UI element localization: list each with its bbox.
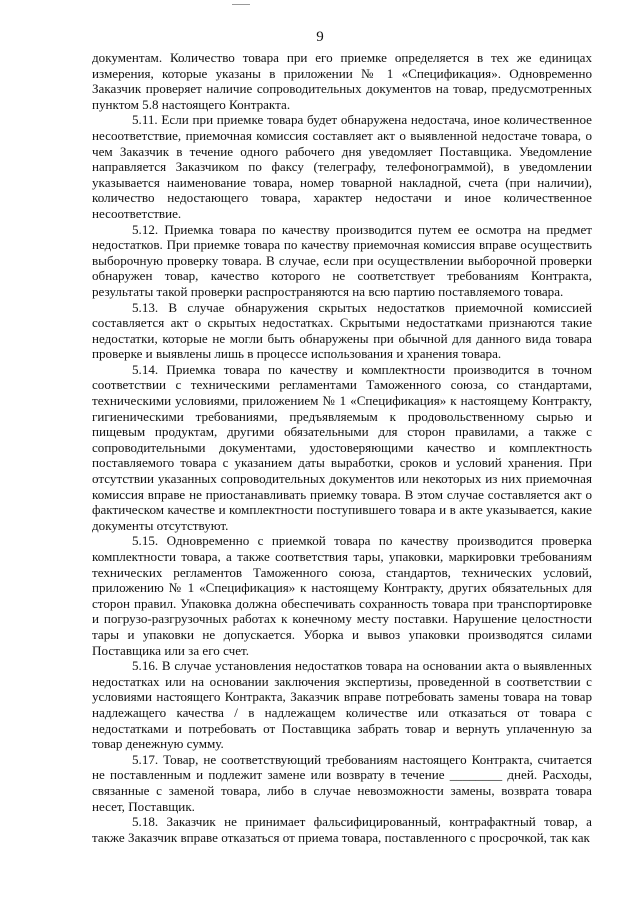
paragraph-5-14: 5.14. Приемка товара по качеству и комплектности производится в точном соответствии с техническими регламентами Таможенного союза, со стандартами, техническими условиями, приложением № 1 «Спецификация» к настоящему Контракту, гигиеническими требованиями, предъявляемым к продовольственному сырью и пищевым продуктам, другими обязательными для сторон правилами, а также с сопроводительными документами, удостоверяющими качество и комплектность поставляемого товара с указанием даты выработки, сроков и условий хранения. При отсутствии указанных сопроводительных документов или некоторых из них приемочная комиссия вправе не приостанавливать приемку товара. В этом случае составляется акт о фактическом качестве и комплектности поступившего товара и в акте указывается, какие документы отсутствуют. [92, 361, 592, 533]
scan-edge-mark [232, 0, 250, 5]
paragraph-5-16: 5.16. В случае установления недостатков товара на основании акта о выявленных недостатках или на основании заключения экспертизы, проведенной в соответствии с условиями настоящего Контракта, Заказчик вправе потребовать замены товара на товар надлежащего качества / в надлежащем количестве или отказаться от товара с недостатками и потребовать от Поставщика забрать товар и вернуть уплаченную за товар денежную сумму. [92, 658, 592, 752]
paragraph-5-13: 5.13. В случае обнаружения скрытых недостатков приемочной комиссией составляется акт о скрытых недостатках. Скрытыми недостатками признаются такие недостатки, которые не могли быть обнаружены при обычной для данного вида товара проверке и выявлены лишь в процессе использования и хранения товара. [92, 299, 592, 362]
paragraph-continuation: документам. Количество товара при его приемке определяется в тех же единицах измерения, которые указаны в приложении № 1 «Спецификация». Одновременно Заказчик проверяет наличие сопроводительных документов на товар, предусмотренных пунктом 5.8 настоящего Контракта. [92, 50, 592, 112]
paragraph-5-12: 5.12. Приемка товара по качеству производится путем ее осмотра на предмет недостатков. При приемке товара по качеству приемочная комиссия вправе осуществить выборочную проверку товара. В случае, если при осуществлении выборочной проверки обнаружен товар, качество которого не соответствует требованиям Контракта, результаты такой проверки распространяются на всю партию поставляемого товара. [92, 221, 592, 299]
paragraph-5-18: 5.18. Заказчик не принимает фальсифицированный, контрафактный товар, а также Заказчик вправе отказаться от приема товара, поставленного с просрочкой, так как [92, 814, 592, 845]
paragraph-5-11: 5.11. Если при приемке товара будет обнаружена недостача, иное количественное несоответствие, приемочная комиссия составляет акт о выявленной недостаче товара, о чем Заказчик в течение одного рабочего дня уведомляет Поставщика. Уведомление направляется Заказчиком по факсу (телеграфу, телефонограммой), в уведомлении указывается наименование товара, номер товарной накладной, счета (при наличии), количество недостающего товара, характер недостачи и иное количественное несоответствие. [92, 112, 592, 221]
document-body [92, 50, 592, 845]
paragraph-5-17: 5.17. Товар, не соответствующий требованиям настоящего Контракта, считается не поставленным и подлежит замене или возврату в течение ________ дней. Расходы, связанные с заменой товара, либо в случае невозможности замены, возврата товара несет, Поставщик. [92, 751, 592, 814]
paragraph-5-15: 5.15. Одновременно с приемкой товара по качеству производится проверка комплектности товара, а также соответствия тары, упаковки, маркировки требованиям технических регламентов Таможенного союза, стандартов, технических условий, приложению № 1 «Спецификация» к настоящему Контракту, других обязательных для сторон правил. Упаковка должна обеспечивать сохранность товара при транспортировке и погрузо-разгрузочных работах к конечному месту поставки. Нарушение целостности тары и упаковки не допускается. Уборка и вывоз упаковки производятся силами Поставщика или за его счет. [92, 533, 592, 658]
page-number: 9 [316, 29, 324, 45]
